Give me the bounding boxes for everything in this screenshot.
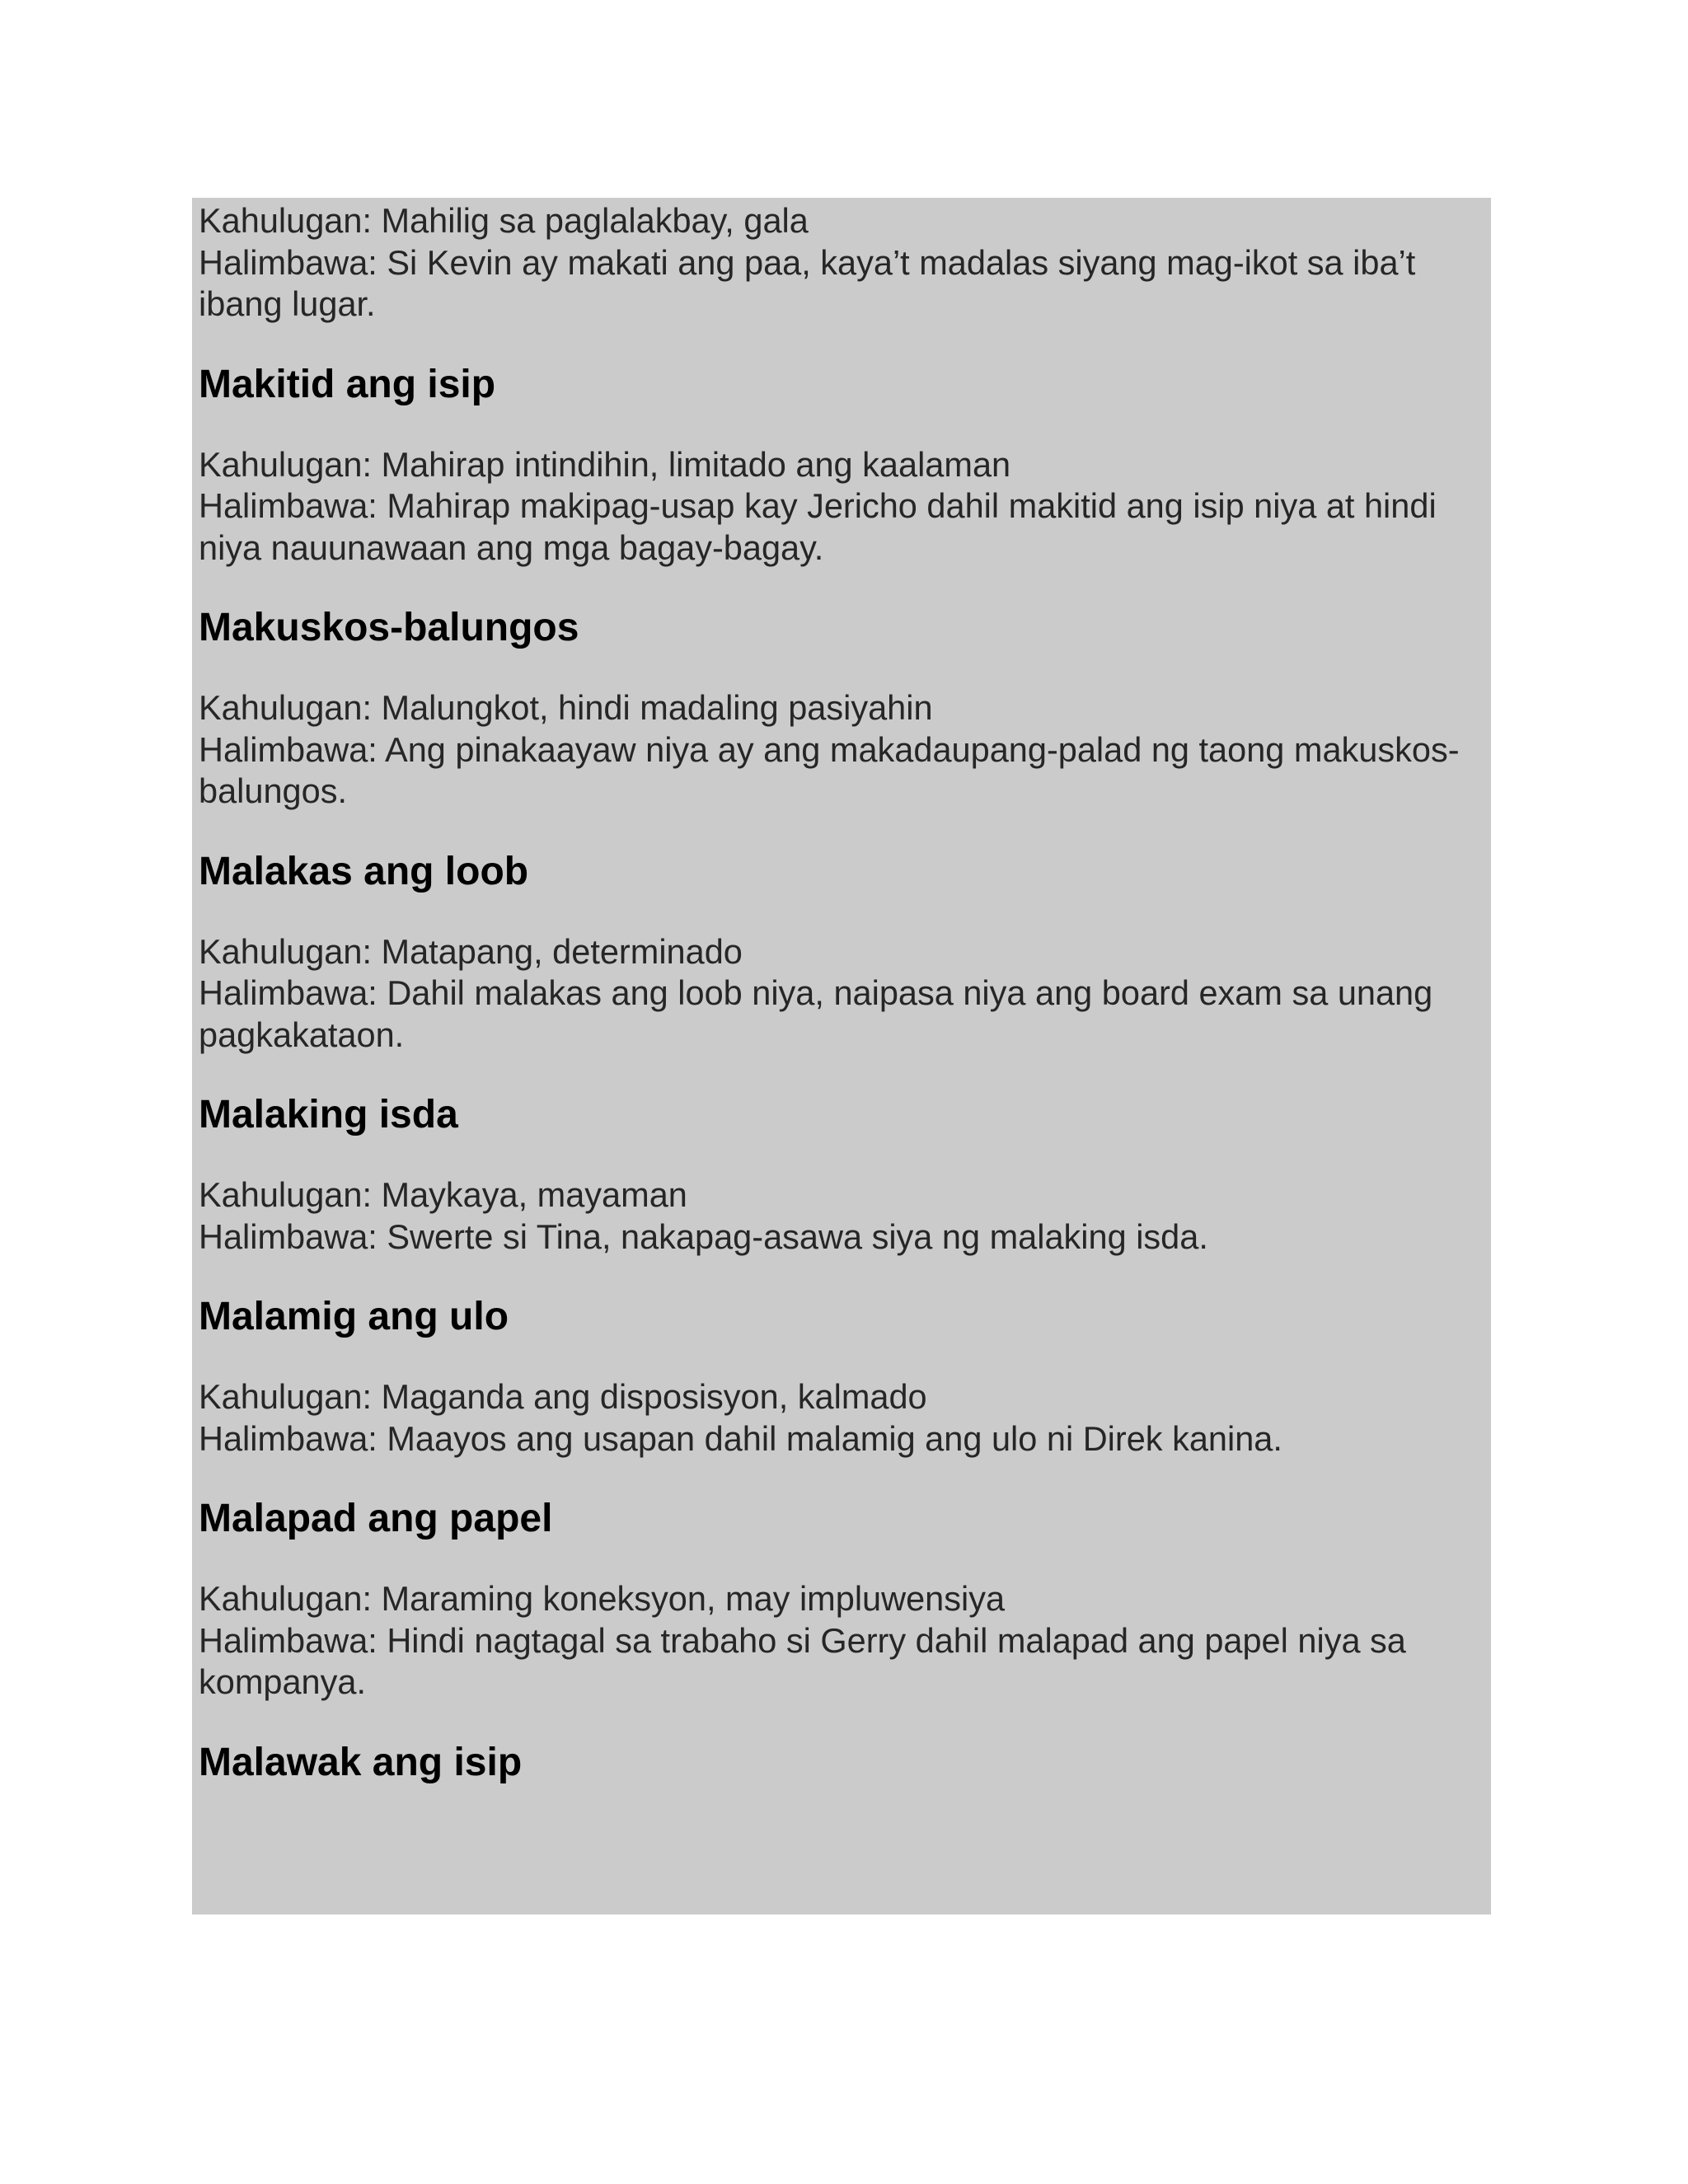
definition-line: Kahulugan: Mahirap intindihin, limitado ang kaalaman	[199, 444, 1011, 484]
spacer	[199, 1460, 1481, 1496]
idiom-heading: Malamig ang ulo	[199, 1295, 509, 1338]
example-line: Halimbawa: Si Kevin ay makati ang paa, kaya’t madalas siyang mag-ikot sa iba’t ibang lugar.	[199, 242, 1416, 323]
definition-line: Kahulugan: Maykaya, mayaman	[199, 1175, 687, 1214]
spacer	[199, 651, 1481, 687]
idiom-heading: Makitid ang isip	[199, 362, 496, 406]
spacer	[199, 1704, 1481, 1740]
definition-line: Kahulugan: Maganda ang disposisyon, kalmado	[199, 1377, 927, 1416]
example-line: Halimbawa: Hindi nagtagal sa trabaho si Gerry dahil malapad ang papel niya sa kompanya.	[199, 1620, 1406, 1701]
spacer	[199, 1258, 1481, 1294]
spacer	[199, 1138, 1481, 1174]
spacer	[199, 569, 1481, 605]
example-line: Halimbawa: Ang pinakaayaw niya ay ang makadaupang-palad ng taong makuskos-balungos.	[199, 729, 1460, 810]
example-line: Halimbawa: Maayos ang usapan dahil malamig ang ulo ni Direk kanina.	[199, 1418, 1282, 1458]
example-line: Halimbawa: Mahirap makipag-usap kay Jericho dahil makitid ang isip niya at hindi niya nauunawaan ang mga bagay-bagay.	[199, 486, 1437, 567]
idiom-heading: Malawak ang isip	[199, 1740, 523, 1784]
idiom-heading: Malapad ang papel	[199, 1497, 553, 1540]
spacer	[199, 895, 1481, 931]
idiom-heading: Malaking isda	[199, 1093, 458, 1137]
spacer	[199, 326, 1481, 362]
example-line: Halimbawa: Dahil malakas ang loob niya, naipasa niya ang board exam sa unang pagkakataon.	[199, 973, 1433, 1054]
spacer	[199, 813, 1481, 849]
spacer	[199, 1340, 1481, 1376]
idiom-heading: Malakas ang loob	[199, 849, 529, 893]
definition-line: Kahulugan: Maraming koneksyon, may impluwensiya	[199, 1579, 1006, 1618]
definition-line: Kahulugan: Malungkot, hindi madaling pasiyahin	[199, 688, 933, 727]
spacer	[199, 1542, 1481, 1578]
idiom-heading: Makuskos-balungos	[199, 606, 579, 649]
spacer	[199, 1056, 1481, 1092]
highlighted-content-block	[192, 198, 1491, 1915]
definition-line: Kahulugan: Mahilig sa paglalakbay, gala	[199, 201, 809, 240]
example-line: Halimbawa: Swerte si Tina, nakapag-asawa siya ng malaking isda.	[199, 1216, 1208, 1256]
definition-line: Kahulugan: Matapang, determinado	[199, 931, 743, 971]
spacer	[199, 408, 1481, 444]
